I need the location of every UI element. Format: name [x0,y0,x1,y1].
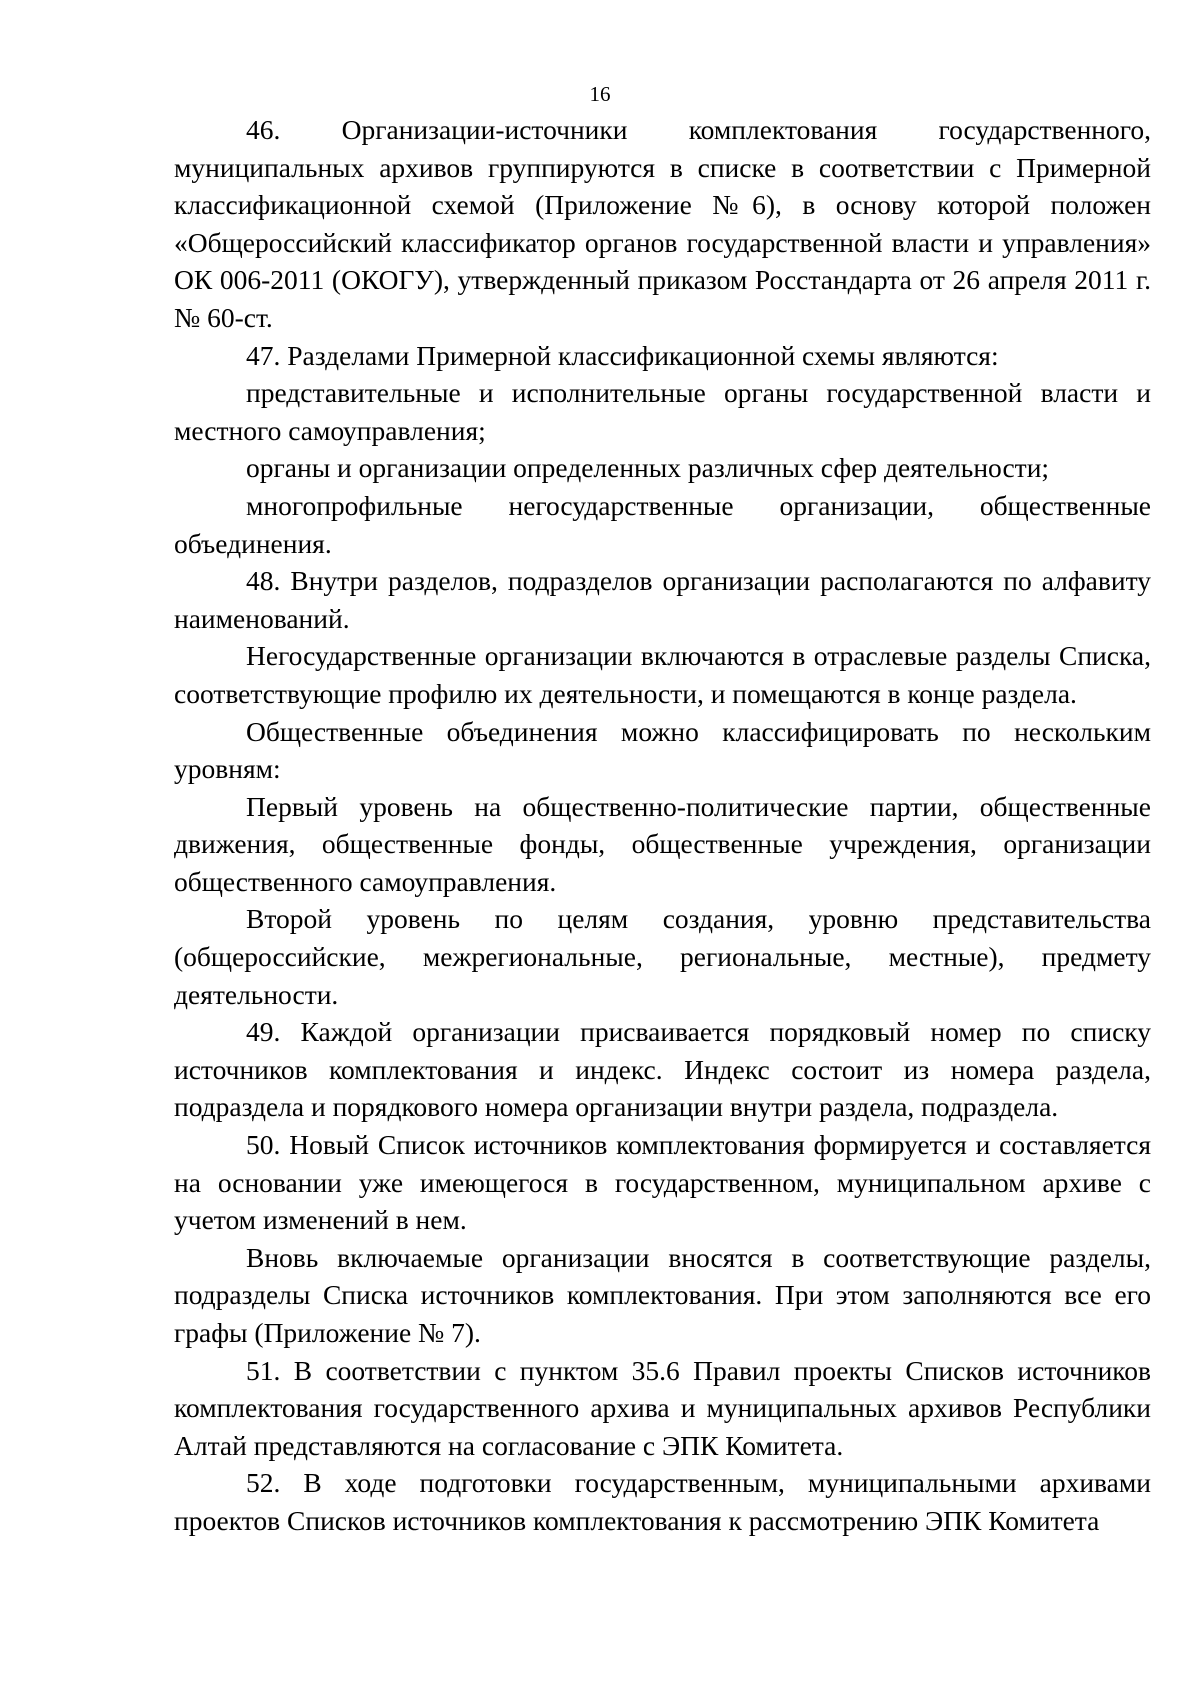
paragraph-49: 49. Каждой организации присваивается порядковый номер по списку источников комплектования и индекс. Индекс состоит из номера раздела, подраздела и порядкового номера организации внутри раздела, подраздела. [174,1016,1151,1123]
page-number: 16 [589,82,611,106]
paragraph-47: 47. Разделами Примерной классификационной схемы являются: [246,339,999,371]
paragraph-52: 52. В ходе подготовки государственным, муниципальными архивами проектов Списков источников комплектования к рассмотрению ЭПК Комитета [174,1467,1151,1536]
paragraph-46: 46. Организации-источники комплектования государственного, муниципальных архивов группируются в списке в соответствии с Примерной классификационной схемой (Приложение №6), в основу которой положен «Общероссийский классификатор органов государственной власти и управления» ОК 006-2011 (ОКОГУ), утвержденный приказом Росстандарта от 26 апреля 2011 г. № 60-ст. [174,114,1151,333]
document-body [174,111,1151,1540]
paragraph-48-second-level: Второй уровень по целям создания, уровню представительства (общероссийские, межрегиональные, региональные, местные), предмету деятельности. [174,903,1151,1010]
paragraph-50-new-organizations: Вновь включаемые организации вносятся в соответствующие разделы, подразделы Списка источников комплектования. При этом заполняются все его графы (Приложение № 7). [174,1241,1151,1348]
paragraph-50: 50. Новый Список источников комплектования формируется и составляется на основании уже имеющегося в государственном, муниципальном архиве с учетом изменений в нем. [174,1129,1151,1236]
paragraph-48: 48. Внутри разделов, подразделов организации располагаются по алфавиту наименований. [174,565,1151,634]
paragraph-47-item-1: представительные и исполнительные органы государственной власти и местного самоуправления; [174,377,1151,446]
paragraph-47-item-2: органы и организации определенных различных сфер деятельности; [246,452,1050,484]
paragraph-48-nongovernmental: Негосударственные организации включаются в отраслевые разделы Списка, соответствующие профилю их деятельности, и помещаются в конце раздела. [174,640,1151,709]
paragraph-48-first-level: Первый уровень на общественно-политические партии, общественные движения, общественные фонды, общественные учреждения, организации общественного самоуправления. [174,790,1151,897]
paragraph-51: 51. В соответствии с пунктом 35.6 Правил проекты Списков источников комплектования государственного архива и муниципальных архивов Республики Алтай представляются на согласование с ЭПК Комитета. [174,1354,1151,1461]
paragraph-47-item-3: многопрофильные негосударственные организации, общественные объединения. [174,489,1151,559]
paragraph-48-associations: Общественные объединения можно классифицировать по нескольким уровням: [174,715,1151,785]
